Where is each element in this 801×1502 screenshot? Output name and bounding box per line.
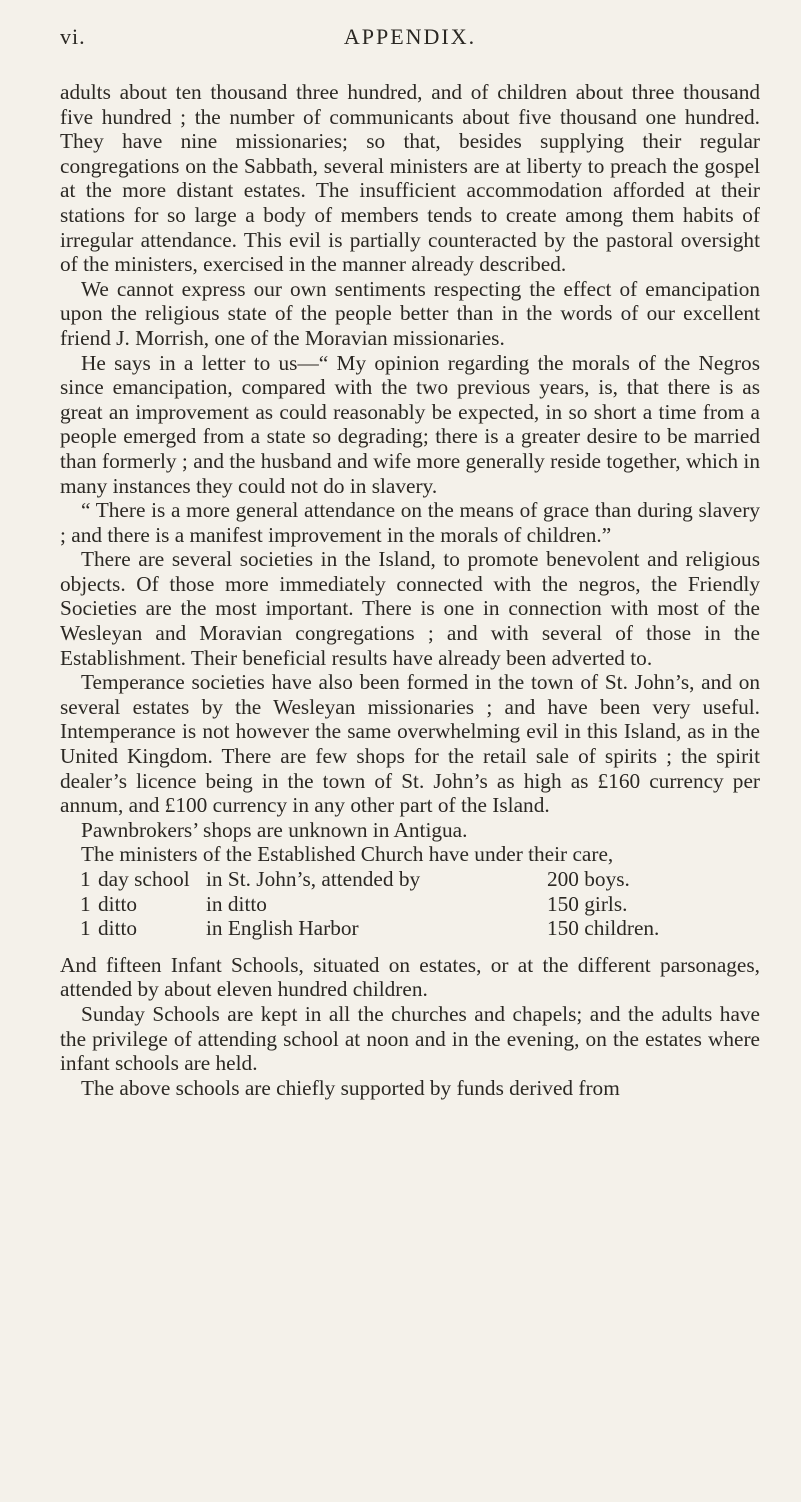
school-row [80,916,760,941]
school-count: 1 [80,916,91,941]
page-number: vi. [60,24,86,49]
school-location: in ditto [206,891,267,916]
paragraph-membership: adults about ten thousand three hundred, and of children about three thousand five hundred ; the number of communicants about five thousand one hundred. They have nine missionaries; so that, besides supplying their regular congregations on the Sabbath, several ministers are at liberty to preach the gospel at the more distant estates. The insufficient accommodation afforded at their stations for so large a body of members tends to create among them habits of irregular attendance. This evil is partially counteracted by the pastoral oversight of the ministers, exercised in the manner already described. [60,80,760,277]
paragraph-ministers: The ministers of the Established Church have under their care, [81,842,614,867]
school-type: ditto [98,916,138,941]
paragraph-temperance: Temperance societies have also been formed in the town of St. John’s, and on several estates by the Wesleyan missionaries ; and have been very useful. Intemperance is not however the same overwhelming evil in this Island, as in the United Kingdom. There are few shops for the retail sale of spirits ; the spirit dealer’s licence being in the town of St. John’s as high as £160 currency per annum, and £100 currency in any other part of the Island. [60,670,760,818]
paragraph-emancipation: We cannot express our own sentiments respecting the effect of emancipation upon the religious state of the people better than in the words of our excellent friend J. Morrish, one of the Moravian missionaries. [60,276,760,350]
school-count: 1 [80,867,91,891]
paragraph-pawnbrokers: Pawnbrokers’ shops are unknown in Antigua. [81,817,468,842]
paragraph-morrish-letter: He says in a letter to us—“ My opinion regarding the morals of the Negros since emancipation, compared with the two previous years, is, that there is as great an improvement as could reasonably be expected, in so short a time from a people emerged from a state so degrading; there is a greater desire to be married than formerly ; and the husband and wife more generally reside together, which in many instances they could not do in slavery. [60,350,760,498]
paragraph-means-of-grace: “ There is a more general attendance on the means of grace than during slavery ; and there is a manifest improvement in the morals of children.” [60,498,760,547]
paragraph-funding: The above schools are chiefly supported by funds derived from [81,1075,620,1100]
school-type: ditto [98,891,138,916]
schools-list [80,867,760,941]
school-location: in English Harbor [206,916,359,941]
school-location: in St. John’s, attended by [206,867,421,891]
page-header [60,24,760,58]
school-row [80,867,760,892]
school-count: 1 [80,891,91,916]
school-attendance: 150 girls. [547,891,628,916]
paragraph-sunday-schools: Sunday Schools are kept in all the churches and chapels; and the adults have the privilege of attending school at noon and in the evening, on the estates where infant schools are held. [60,1001,760,1076]
school-type: day school [98,867,190,891]
school-attendance: 150 children. [547,916,660,941]
paragraph-societies: There are several societies in the Island, to promote benevolent and religious objects. Of those more immediately connected with the negros, the Friendly Societies are the most important. There is one in connection with most of the Wesleyan and Moravian congregations ; and with several of those in the Establishment. Their beneficial results have already been adverted to. [60,547,760,670]
school-attendance: 200 boys. [547,867,630,891]
spacer [60,941,760,953]
school-row [80,892,760,917]
paragraph-infant-schools: And fifteen Infant Schools, situated on estates, or at the different parsonages, attended by about eleven hundred children. [60,952,760,1002]
body-text [60,80,760,1100]
running-head: APPENDIX. [343,24,477,49]
